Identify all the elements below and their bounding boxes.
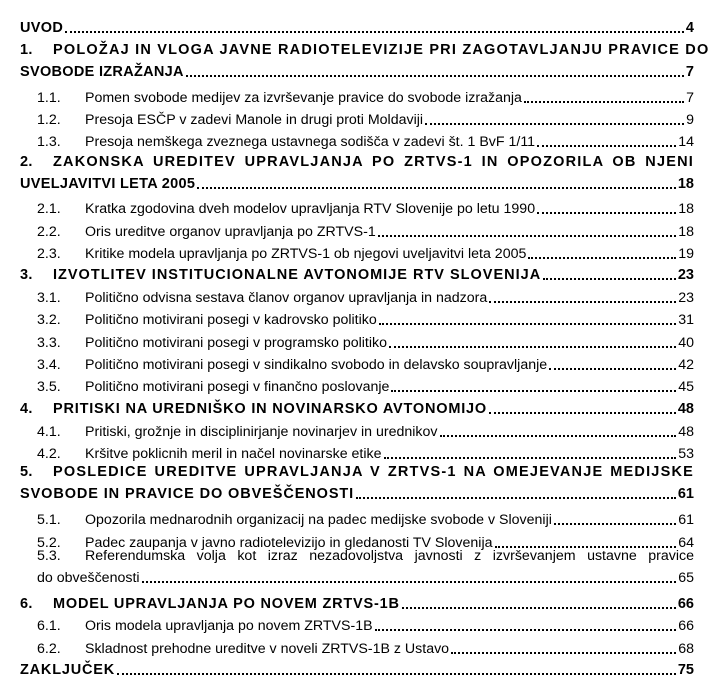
toc-section-title: Kritike modela upravljanja po ZRTVS-1 ob njegovi uveljavitvi leta 2005	[85, 246, 527, 262]
toc-section-title: Referendumska volja kot izraz nezadovoljstva javnosti z izvrševanjem ustavne pravice	[85, 548, 694, 564]
dot-leader	[389, 342, 676, 348]
toc-section-title: Kratka zgodovina dveh modelov upravljanja RTV Slovenije po letu 1990	[85, 201, 536, 217]
toc-section-title: Politično motivirani posegi v programsko politiko	[85, 335, 388, 351]
toc-entry-chapter-4[interactable]	[20, 395, 694, 417]
toc-section-title: Padec zaupanja v javno radiotelevizijo in gledanosti TV Slovenija	[85, 535, 493, 551]
toc-chapter-number: 5.	[20, 464, 33, 480]
toc-section-number: 5.2.	[37, 535, 61, 551]
dot-leader	[537, 208, 676, 214]
toc-page-number: 14	[678, 134, 694, 150]
toc-entry-5-3-heading[interactable]	[37, 548, 694, 564]
toc-page-number: 7	[685, 64, 694, 80]
toc-section-number: 6.1.	[37, 618, 61, 634]
toc-entry-1-2[interactable]	[37, 106, 694, 128]
toc-section-title: Pomen svobode medijev za izvrševanje pravice do svobode izražanja	[85, 90, 522, 106]
toc-chapter-number: 2.	[20, 154, 33, 170]
dot-leader	[524, 97, 684, 103]
toc-page-number: 45	[678, 379, 694, 395]
toc-page-number: 65	[678, 570, 694, 586]
toc-section-number: 6.2.	[37, 641, 61, 657]
toc-entry-chapter-1[interactable]	[20, 58, 694, 80]
toc-page-number: 23	[678, 290, 694, 306]
toc-page-number: 68	[678, 641, 694, 657]
toc-page-number: 31	[678, 312, 694, 328]
toc-entry-6-2[interactable]	[37, 635, 694, 657]
dot-leader	[379, 319, 676, 325]
toc-entry-3-4[interactable]	[37, 351, 694, 373]
dot-leader	[117, 669, 676, 675]
toc-entry-chapter-2[interactable]	[20, 170, 694, 192]
dot-leader	[375, 625, 677, 631]
toc-section-number: 2.3.	[37, 246, 61, 262]
toc-entry-4-1[interactable]	[37, 418, 694, 440]
toc-section-number: 5.1.	[37, 512, 61, 528]
toc-page-number: 48	[678, 424, 694, 440]
toc-section-title: Politično motivirani posegi v finančno poslovanje	[85, 379, 390, 395]
toc-entry-3-1[interactable]	[37, 284, 694, 306]
toc-entry-3-2[interactable]	[37, 306, 694, 328]
toc-chapter-title: MODEL UPRAVLJANJA PO NOVEM ZRTVS-1B	[53, 596, 400, 612]
toc-section-number: 1.2.	[37, 112, 61, 128]
toc-section-number: 3.5.	[37, 379, 61, 395]
toc-entry-2-3[interactable]	[37, 240, 694, 262]
toc-entry-6-1[interactable]	[37, 612, 694, 634]
toc-page-number: 9	[686, 112, 694, 128]
toc-section-title: Politično odvisna sestava članov organov upravljanja in nadzora	[85, 290, 488, 306]
toc-page-number: 18	[677, 176, 694, 192]
toc-entry-chapter-5[interactable]	[20, 480, 694, 502]
toc-chapter-number: 1.	[20, 42, 33, 58]
toc-entry-3-3[interactable]	[37, 329, 694, 351]
toc-section-number: 2.2.	[37, 224, 61, 240]
dot-leader	[440, 431, 677, 437]
toc-section-number: 2.1.	[37, 201, 61, 217]
toc-section-number: 3.4.	[37, 357, 61, 373]
toc-chapter-5-heading[interactable]	[20, 464, 694, 480]
toc-entry-5-3[interactable]	[37, 564, 694, 586]
dot-leader	[489, 408, 676, 414]
toc-page-number: 4	[685, 20, 694, 36]
toc-chapter-2-heading[interactable]	[20, 154, 694, 170]
toc-section-title: Politično motivirani posegi v sindikalno svobodo in delavsko soupravljanje	[85, 357, 548, 373]
toc-chapter-title: POSLEDICE UREDITVE UPRAVLJANJA V ZRTVS-1 NA OMEJEVANJE MEDIJSKE	[53, 464, 694, 480]
toc-section-number: 1.3.	[37, 134, 61, 150]
dot-leader	[384, 453, 677, 459]
toc-page-number: 40	[678, 335, 694, 351]
toc-chapter-number: 6.	[20, 596, 33, 612]
toc-page-number: 64	[678, 535, 694, 551]
toc-page-number: 48	[677, 401, 694, 417]
dot-leader	[197, 183, 676, 189]
dot-leader	[543, 274, 676, 280]
dot-leader	[528, 253, 676, 259]
toc-section-title: Pritiski, grožnje in disciplinirjanje novinarjev in urednikov	[85, 424, 438, 440]
toc-entry-intro[interactable]	[20, 14, 694, 36]
toc-section-title: Presoja ESČP v zadevi Manole in drugi proti Moldaviji	[85, 112, 424, 128]
dot-leader	[142, 577, 677, 583]
toc-chapter-title: ZAKONSKA UREDITEV UPRAVLJANJA PO ZRTVS-1 IN OPOZORILA OB NJENI	[53, 154, 694, 170]
toc-entry-label: ZAKLJUČEK	[20, 662, 116, 678]
toc-entry-5-1[interactable]	[37, 506, 694, 528]
toc-section-title: Kršitve poklicnih meril in načel novinarske etike	[85, 446, 382, 462]
toc-chapter-1-heading[interactable]	[20, 42, 710, 58]
dot-leader	[554, 519, 676, 525]
dot-leader	[65, 27, 684, 33]
toc-entry-conclusion[interactable]	[20, 656, 694, 678]
toc-entry-3-5[interactable]	[37, 373, 694, 395]
toc-page-number: 18	[678, 201, 694, 217]
dot-leader	[451, 648, 676, 654]
toc-chapter-title-cont: SVOBODE IZRAŽANJA	[20, 64, 184, 80]
toc-page-number: 53	[678, 446, 694, 462]
dot-leader	[537, 141, 676, 147]
toc-section-title: Presoja nemškega zveznega ustavnega sodišča v zadevi št. 1 BvF 1/11	[85, 134, 536, 150]
toc-section-number: 1.1.	[37, 90, 61, 106]
toc-chapter-title: PRITISKI NA UREDNIŠKO IN NOVINARSKO AVTONOMIJO	[53, 401, 487, 417]
toc-page-number: 75	[677, 662, 694, 678]
toc-page-number: 42	[678, 357, 694, 373]
toc-entry-2-2[interactable]	[37, 218, 694, 240]
toc-entry-chapter-6[interactable]	[20, 590, 694, 612]
toc-section-number: 3.3.	[37, 335, 61, 351]
toc-section-number: 3.2.	[37, 312, 61, 328]
dot-leader	[549, 364, 676, 370]
dot-leader	[402, 603, 676, 609]
toc-page-number: 23	[677, 267, 694, 283]
toc-chapter-title: POLOŽAJ IN VLOGA JAVNE RADIOTELEVIZIJE PRI ZAGOTAVLJANJU PRAVICE DO	[53, 42, 710, 58]
toc-entry-1-1[interactable]	[37, 84, 694, 106]
dot-leader	[378, 231, 676, 237]
dot-leader	[391, 386, 676, 392]
toc-section-title: Opozorila mednarodnih organizacij na padec medijske svobode v Sloveniji	[85, 512, 552, 528]
toc-section-number: 4.2.	[37, 446, 61, 462]
toc-page-number: 61	[678, 512, 694, 528]
toc-chapter-number: 3.	[20, 267, 33, 283]
dot-leader	[186, 71, 684, 77]
dot-leader	[425, 119, 684, 125]
toc-section-title: Politično motivirani posegi v kadrovsko politiko	[85, 312, 377, 328]
toc-entry-2-1[interactable]	[37, 195, 694, 217]
toc-entry-1-3[interactable]	[37, 128, 694, 150]
toc-page-number: 18	[678, 224, 694, 240]
toc-section-number: 3.1.	[37, 290, 61, 306]
dot-leader	[356, 493, 676, 499]
toc-chapter-title-cont: UVELJAVITVI LETA 2005	[20, 176, 196, 192]
toc-page-number: 66	[677, 596, 694, 612]
toc-page-number: 66	[678, 618, 694, 634]
toc-entry-chapter-3[interactable]	[20, 261, 694, 283]
toc-chapter-title: IZVOTLITEV INSTITUCIONALNE AVTONOMIJE RTV SLOVENIJA	[53, 267, 542, 283]
toc-chapter-title-cont: SVOBODE IN PRAVICE DO OBVEŠČENOSTI	[20, 486, 355, 502]
toc-chapter-number: 4.	[20, 401, 33, 417]
toc-page-number: 7	[686, 90, 694, 106]
toc-page-number: 61	[677, 486, 694, 502]
toc-section-number: 5.3.	[37, 548, 61, 564]
toc-section-title: Skladnost prehodne ureditve v noveli ZRTVS-1B z Ustavo	[85, 641, 450, 657]
toc-page-number: 19	[678, 246, 694, 262]
toc-section-title: Oris modela upravljanja po novem ZRTVS-1B	[85, 618, 373, 634]
toc-entry-label: UVOD	[20, 20, 64, 36]
toc-section-title: Oris ureditve organov upravljanja po ZRTVS-1	[85, 224, 376, 240]
dot-leader	[489, 297, 676, 303]
toc-section-number: 4.1.	[37, 424, 61, 440]
toc-section-title-cont: do obveščenosti	[37, 570, 140, 586]
toc-entry-4-2[interactable]	[37, 440, 694, 462]
